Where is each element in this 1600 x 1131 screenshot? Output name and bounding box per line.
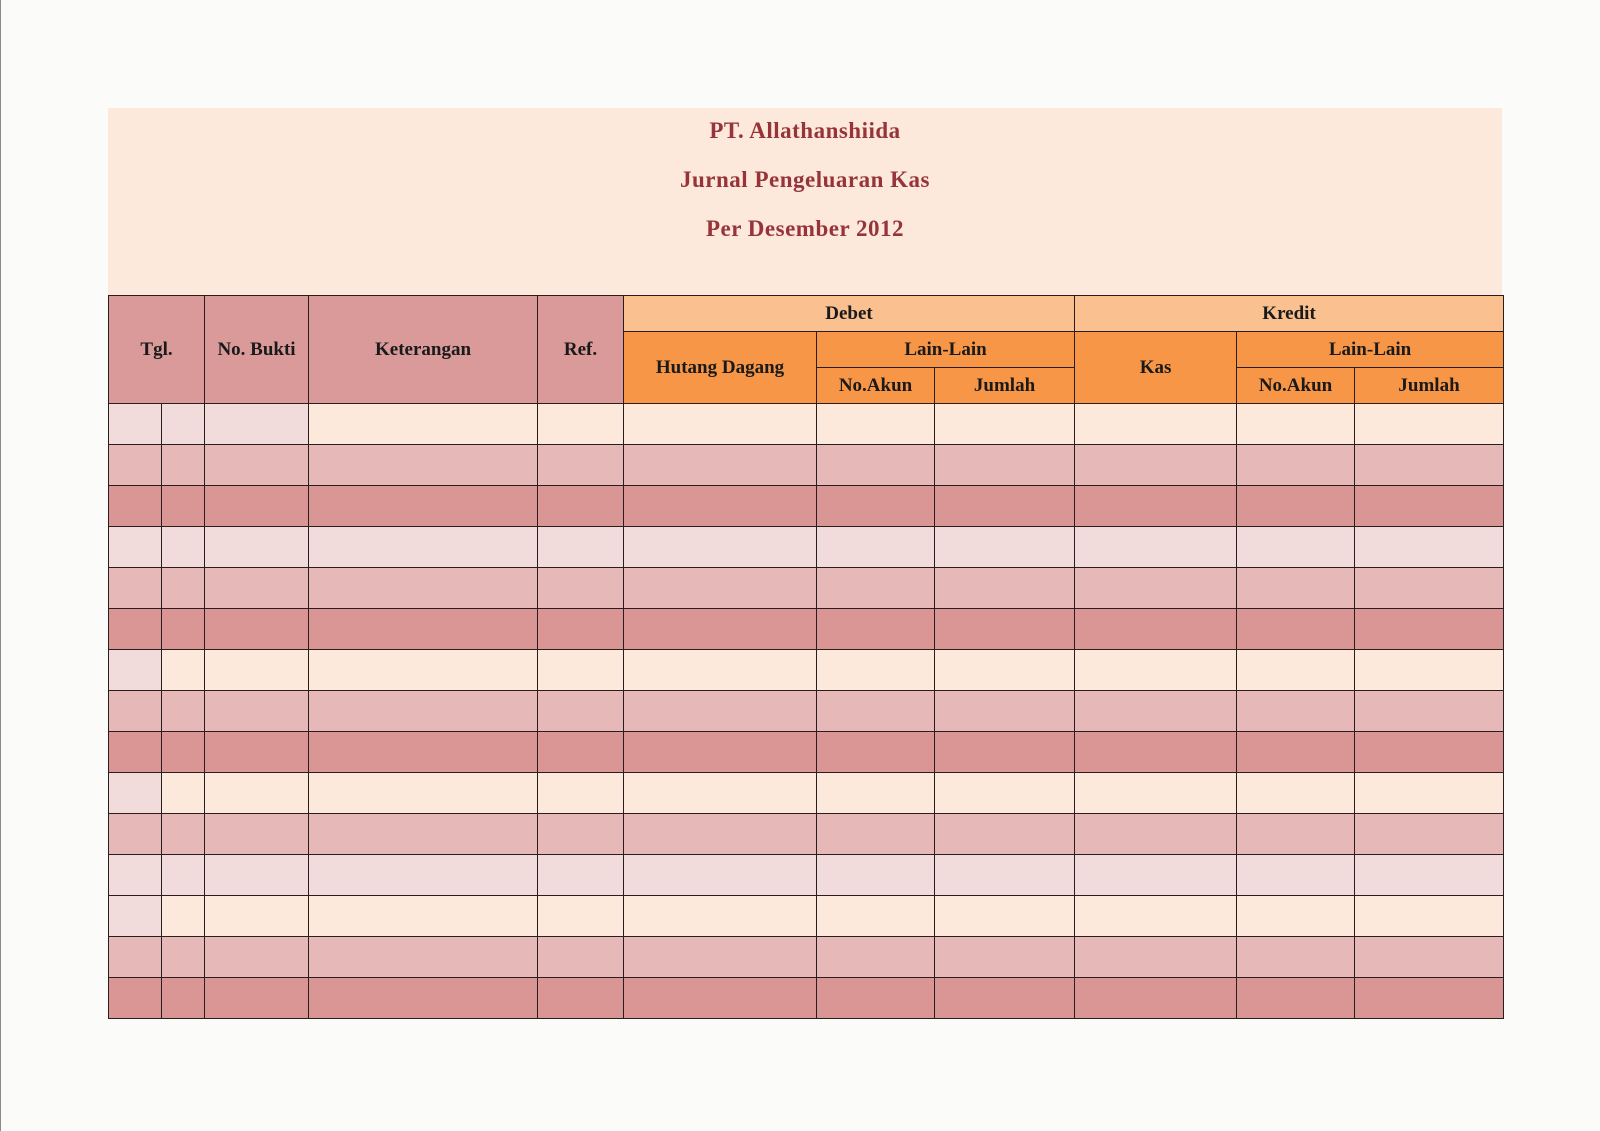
cell-hutang-dagang[interactable] — [624, 404, 817, 445]
cell-debet-jumlah[interactable] — [935, 978, 1075, 1019]
cell-kredit-jumlah[interactable] — [1355, 896, 1504, 937]
cell-hutang-dagang[interactable] — [624, 691, 817, 732]
cell-tgl-month[interactable] — [109, 978, 162, 1019]
cell-debet-no-akun[interactable] — [817, 773, 935, 814]
cell-kas[interactable] — [1075, 404, 1237, 445]
header-tgl: Tgl. — [109, 296, 205, 404]
cell-no-bukti[interactable] — [205, 773, 309, 814]
cell-hutang-dagang[interactable] — [624, 937, 817, 978]
cell-kredit-jumlah[interactable] — [1355, 855, 1504, 896]
cell-no-bukti[interactable] — [205, 855, 309, 896]
journal-row — [109, 773, 1504, 814]
cell-kredit-no-akun[interactable] — [1237, 527, 1355, 568]
cell-tgl-day[interactable] — [162, 978, 205, 1019]
cell-tgl-month[interactable] — [109, 937, 162, 978]
header-ref: Ref. — [538, 296, 624, 404]
cell-kredit-jumlah[interactable] — [1355, 445, 1504, 486]
cell-kas[interactable] — [1075, 568, 1237, 609]
cell-debet-jumlah[interactable] — [935, 896, 1075, 937]
cell-debet-jumlah[interactable] — [935, 937, 1075, 978]
cell-tgl-month[interactable] — [109, 650, 162, 691]
cell-tgl-day[interactable] — [162, 609, 205, 650]
cell-debet-jumlah[interactable] — [935, 732, 1075, 773]
header-kredit-lain-lain: Lain-Lain — [1237, 332, 1504, 368]
cell-no-bukti[interactable] — [205, 404, 309, 445]
header-kredit: Kredit — [1075, 296, 1504, 332]
cell-kredit-jumlah[interactable] — [1355, 486, 1504, 527]
header-kredit-no-akun: No.Akun — [1237, 368, 1355, 404]
journal-row — [109, 445, 1504, 486]
cell-kredit-no-akun[interactable] — [1237, 445, 1355, 486]
journal-row — [109, 896, 1504, 937]
cell-ref[interactable] — [538, 896, 624, 937]
cell-tgl-day[interactable] — [162, 855, 205, 896]
header-debet-lain-lain: Lain-Lain — [817, 332, 1075, 368]
cell-no-bukti[interactable] — [205, 978, 309, 1019]
cell-kredit-no-akun[interactable] — [1237, 732, 1355, 773]
cell-debet-no-akun[interactable] — [817, 896, 935, 937]
header-debet: Debet — [624, 296, 1075, 332]
cell-debet-no-akun[interactable] — [817, 609, 935, 650]
cell-kredit-jumlah[interactable] — [1355, 773, 1504, 814]
report-title-block — [108, 108, 1502, 296]
cell-tgl-month[interactable] — [109, 609, 162, 650]
cell-ref[interactable] — [538, 527, 624, 568]
cell-hutang-dagang[interactable] — [624, 896, 817, 937]
cell-tgl-day[interactable] — [162, 527, 205, 568]
cell-kas[interactable] — [1075, 855, 1237, 896]
cell-kas[interactable] — [1075, 486, 1237, 527]
journal-row — [109, 937, 1504, 978]
cell-tgl-month[interactable] — [109, 814, 162, 855]
cell-tgl-month[interactable] — [109, 691, 162, 732]
cell-tgl-day[interactable] — [162, 650, 205, 691]
cell-tgl-day[interactable] — [162, 814, 205, 855]
cell-keterangan[interactable] — [309, 527, 538, 568]
cell-keterangan[interactable] — [309, 609, 538, 650]
cell-debet-jumlah[interactable] — [935, 650, 1075, 691]
cell-keterangan[interactable] — [309, 404, 538, 445]
cell-no-bukti[interactable] — [205, 814, 309, 855]
cell-hutang-dagang[interactable] — [624, 568, 817, 609]
cell-keterangan[interactable] — [309, 691, 538, 732]
cell-debet-no-akun[interactable] — [817, 527, 935, 568]
cell-tgl-month[interactable] — [109, 486, 162, 527]
cell-no-bukti[interactable] — [205, 568, 309, 609]
cell-ref[interactable] — [538, 445, 624, 486]
journal-row — [109, 568, 1504, 609]
cell-tgl-month[interactable] — [109, 773, 162, 814]
cell-ref[interactable] — [538, 773, 624, 814]
cell-keterangan[interactable] — [309, 855, 538, 896]
cell-keterangan[interactable] — [309, 568, 538, 609]
header-no-bukti: No. Bukti — [205, 296, 309, 404]
cell-keterangan[interactable] — [309, 650, 538, 691]
journal-row — [109, 814, 1504, 855]
cell-ref[interactable] — [538, 609, 624, 650]
cell-kas[interactable] — [1075, 527, 1237, 568]
cell-keterangan[interactable] — [309, 486, 538, 527]
cell-kas[interactable] — [1075, 691, 1237, 732]
cell-kredit-no-akun[interactable] — [1237, 691, 1355, 732]
journal-row — [109, 855, 1504, 896]
cell-keterangan[interactable] — [309, 773, 538, 814]
cell-debet-jumlah[interactable] — [935, 445, 1075, 486]
cell-debet-no-akun[interactable] — [817, 978, 935, 1019]
cell-debet-jumlah[interactable] — [935, 404, 1075, 445]
cell-ref[interactable] — [538, 568, 624, 609]
cell-debet-jumlah[interactable] — [935, 527, 1075, 568]
header-kas: Kas — [1075, 332, 1237, 404]
cell-kredit-no-akun[interactable] — [1237, 937, 1355, 978]
cell-kredit-no-akun[interactable] — [1237, 814, 1355, 855]
cell-tgl-day[interactable] — [162, 691, 205, 732]
cell-tgl-day[interactable] — [162, 937, 205, 978]
cell-debet-jumlah[interactable] — [935, 814, 1075, 855]
cell-debet-no-akun[interactable] — [817, 445, 935, 486]
cell-keterangan[interactable] — [309, 814, 538, 855]
cell-kredit-jumlah[interactable] — [1355, 527, 1504, 568]
cell-keterangan[interactable] — [309, 732, 538, 773]
cell-tgl-month[interactable] — [109, 896, 162, 937]
journal-row — [109, 404, 1504, 445]
cell-kredit-jumlah[interactable] — [1355, 650, 1504, 691]
cell-kas[interactable] — [1075, 445, 1237, 486]
cell-ref[interactable] — [538, 691, 624, 732]
journal-row — [109, 527, 1504, 568]
cell-debet-no-akun[interactable] — [817, 937, 935, 978]
cell-tgl-day[interactable] — [162, 486, 205, 527]
cell-tgl-day[interactable] — [162, 445, 205, 486]
cell-debet-no-akun[interactable] — [817, 855, 935, 896]
cell-hutang-dagang[interactable] — [624, 773, 817, 814]
cell-kredit-no-akun[interactable] — [1237, 773, 1355, 814]
cell-kredit-no-akun[interactable] — [1237, 978, 1355, 1019]
cell-ref[interactable] — [538, 650, 624, 691]
cell-kredit-jumlah[interactable] — [1355, 937, 1504, 978]
cell-kredit-jumlah[interactable] — [1355, 691, 1504, 732]
journal-row — [109, 609, 1504, 650]
cell-kredit-jumlah[interactable] — [1355, 732, 1504, 773]
cell-tgl-month[interactable] — [109, 732, 162, 773]
cell-kredit-jumlah[interactable] — [1355, 609, 1504, 650]
cell-no-bukti[interactable] — [205, 445, 309, 486]
journal-row — [109, 732, 1504, 773]
cell-kredit-no-akun[interactable] — [1237, 568, 1355, 609]
cell-kredit-no-akun[interactable] — [1237, 896, 1355, 937]
cell-kredit-no-akun[interactable] — [1237, 486, 1355, 527]
cell-tgl-month[interactable] — [109, 855, 162, 896]
cell-tgl-month[interactable] — [109, 527, 162, 568]
header-kredit-jumlah: Jumlah — [1355, 368, 1504, 404]
journal-row — [109, 486, 1504, 527]
cell-hutang-dagang[interactable] — [624, 855, 817, 896]
cell-kas[interactable] — [1075, 732, 1237, 773]
cell-keterangan[interactable] — [309, 937, 538, 978]
cell-hutang-dagang[interactable] — [624, 978, 817, 1019]
cell-keterangan[interactable] — [309, 978, 538, 1019]
cell-debet-jumlah[interactable] — [935, 855, 1075, 896]
cell-kas[interactable] — [1075, 773, 1237, 814]
header-hutang-dagang: Hutang Dagang — [624, 332, 817, 404]
cell-kredit-no-akun[interactable] — [1237, 404, 1355, 445]
cell-tgl-day[interactable] — [162, 568, 205, 609]
header-debet-no-akun: No.Akun — [817, 368, 935, 404]
cell-hutang-dagang[interactable] — [624, 445, 817, 486]
cell-debet-jumlah[interactable] — [935, 609, 1075, 650]
cell-debet-no-akun[interactable] — [817, 691, 935, 732]
cell-kas[interactable] — [1075, 978, 1237, 1019]
cell-debet-no-akun[interactable] — [817, 404, 935, 445]
cell-debet-jumlah[interactable] — [935, 773, 1075, 814]
cell-kredit-jumlah[interactable] — [1355, 978, 1504, 1019]
cell-keterangan[interactable] — [309, 445, 538, 486]
cash-disbursement-journal-table — [108, 295, 1504, 1019]
cell-ref[interactable] — [538, 814, 624, 855]
cell-kas[interactable] — [1075, 896, 1237, 937]
cell-kredit-jumlah[interactable] — [1355, 404, 1504, 445]
cell-tgl-day[interactable] — [162, 773, 205, 814]
cell-kas[interactable] — [1075, 609, 1237, 650]
cell-kas[interactable] — [1075, 937, 1237, 978]
cell-kas[interactable] — [1075, 650, 1237, 691]
cell-debet-jumlah[interactable] — [935, 691, 1075, 732]
cell-no-bukti[interactable] — [205, 937, 309, 978]
cell-no-bukti[interactable] — [205, 650, 309, 691]
cell-kredit-jumlah[interactable] — [1355, 568, 1504, 609]
journal-row — [109, 978, 1504, 1019]
cell-kredit-jumlah[interactable] — [1355, 814, 1504, 855]
cell-debet-no-akun[interactable] — [817, 568, 935, 609]
cell-ref[interactable] — [538, 486, 624, 527]
cell-tgl-day[interactable] — [162, 732, 205, 773]
cell-debet-no-akun[interactable] — [817, 814, 935, 855]
cell-no-bukti[interactable] — [205, 691, 309, 732]
cell-hutang-dagang[interactable] — [624, 527, 817, 568]
cell-no-bukti[interactable] — [205, 609, 309, 650]
header-keterangan: Keterangan — [309, 296, 538, 404]
cell-ref[interactable] — [538, 404, 624, 445]
cell-tgl-month[interactable] — [109, 568, 162, 609]
cell-debet-no-akun[interactable] — [817, 732, 935, 773]
cell-ref[interactable] — [538, 732, 624, 773]
cell-kas[interactable] — [1075, 814, 1237, 855]
cell-debet-jumlah[interactable] — [935, 568, 1075, 609]
cell-hutang-dagang[interactable] — [624, 650, 817, 691]
journal-title: Jurnal Pengeluaran Kas — [680, 167, 930, 192]
cell-hutang-dagang[interactable] — [624, 814, 817, 855]
journal-row — [109, 650, 1504, 691]
journal-body — [109, 404, 1504, 1019]
company-name: PT. Allathanshiida — [709, 118, 901, 143]
cell-ref[interactable] — [538, 855, 624, 896]
report-period: Per Desember 2012 — [706, 216, 904, 241]
header-debet-jumlah: Jumlah — [935, 368, 1075, 404]
cell-debet-no-akun[interactable] — [817, 486, 935, 527]
cell-kredit-no-akun[interactable] — [1237, 609, 1355, 650]
cell-keterangan[interactable] — [309, 896, 538, 937]
cell-kredit-no-akun[interactable] — [1237, 855, 1355, 896]
cell-no-bukti[interactable] — [205, 896, 309, 937]
cell-hutang-dagang[interactable] — [624, 732, 817, 773]
cell-debet-jumlah[interactable] — [935, 486, 1075, 527]
cell-no-bukti[interactable] — [205, 527, 309, 568]
cell-hutang-dagang[interactable] — [624, 486, 817, 527]
page-edge — [0, 0, 1, 1131]
cell-no-bukti[interactable] — [205, 732, 309, 773]
cell-ref[interactable] — [538, 978, 624, 1019]
cell-kredit-no-akun[interactable] — [1237, 650, 1355, 691]
cell-debet-no-akun[interactable] — [817, 650, 935, 691]
cell-tgl-day[interactable] — [162, 896, 205, 937]
cell-hutang-dagang[interactable] — [624, 609, 817, 650]
cell-no-bukti[interactable] — [205, 486, 309, 527]
cell-tgl-day[interactable] — [162, 404, 205, 445]
cell-ref[interactable] — [538, 937, 624, 978]
journal-row — [109, 691, 1504, 732]
cell-tgl-month[interactable] — [109, 404, 162, 445]
cell-tgl-month[interactable] — [109, 445, 162, 486]
